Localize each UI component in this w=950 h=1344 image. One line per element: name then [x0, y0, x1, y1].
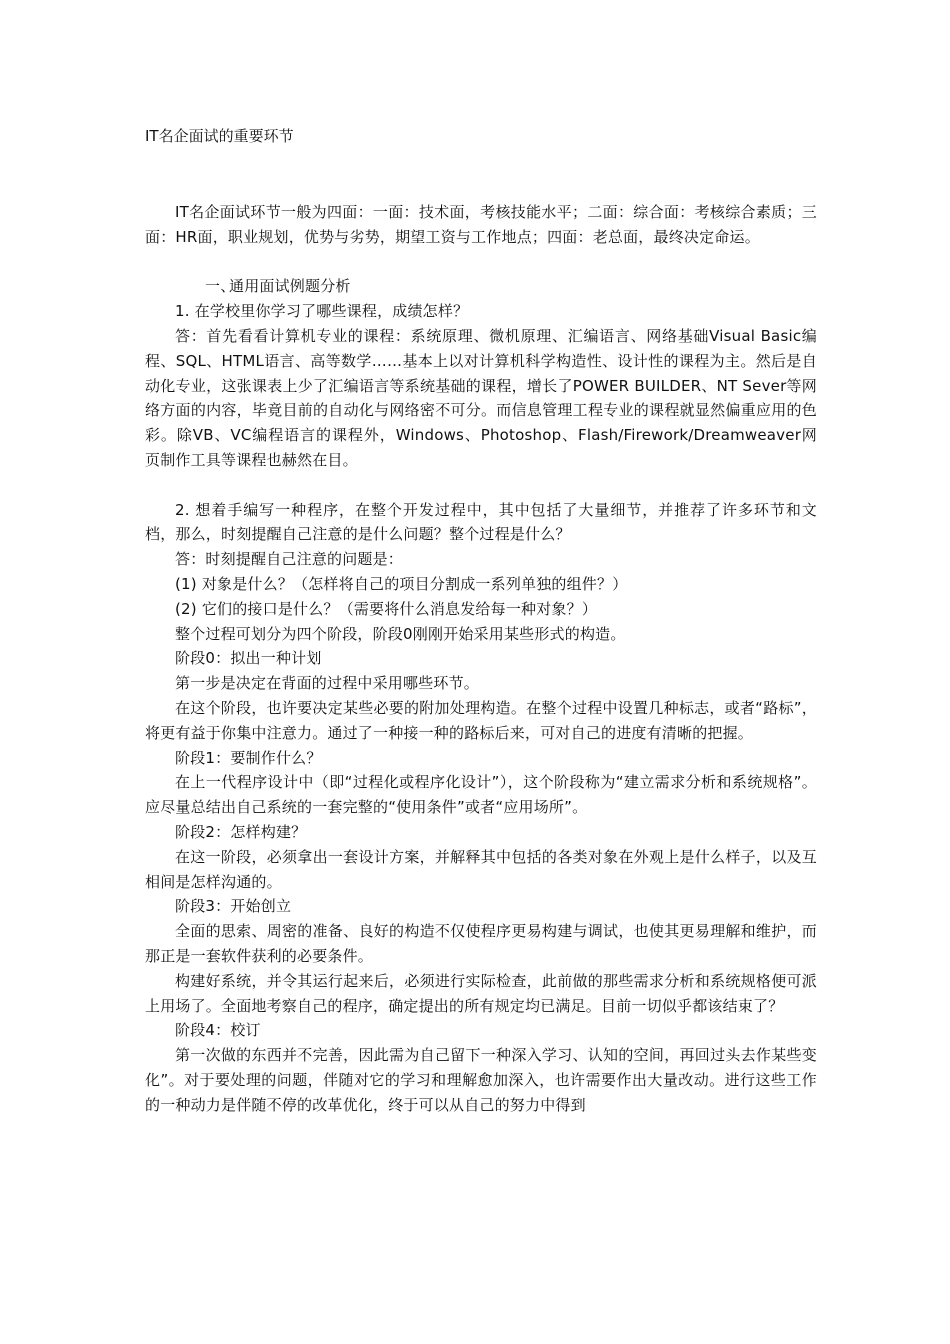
stage-0-paragraph-1: 第一步是决定在背面的过程中采用哪些环节。	[175, 674, 480, 693]
document-body	[145, 200, 817, 1117]
answer-2-point-2: (2) 它们的接口是什么？（需要将什么消息发给每一种对象？）	[175, 599, 598, 618]
stage-4-title: 阶段4：校订	[175, 1021, 261, 1040]
stage-0-paragraph-2: 在这个阶段，也许要决定某些必要的附加处理构造。在整个过程中设置几种标志，或者“路标”，将更有益于你集中注意力。通过了一种接一种的路标后来，可对自己的进度有清晰的把握。	[145, 698, 817, 742]
answer-1: 答：首先看看计算机专业的课程：系统原理、微机原理、汇编语言、网络基础Visual Basic编程、SQL、HTML语言、高等数学……基本上以对计算机科学构造性、设计性的课程为主。然后是自动化专业，这张课表上少了汇编语言等系统基础的课程，增长了POWER BUILDER、NT Sever等网络方面的内容，毕竟目前的自动化与网络密不可分。而信息管理工程专业的课程就显然偏重应用的色彩。除VB、VC编程语言的课程外，Windows、Photoshop、Flash/Firework/Dreamweaver网页制作工具等课程也赫然在目。	[145, 326, 817, 469]
stage-1-title: 阶段1：要制作什么？	[175, 748, 322, 767]
section-number: 一、	[205, 277, 236, 296]
stage-3-paragraph-2: 构建好系统，并令其运行起来后，必须进行实际检查，此前做的那些需求分析和系统规格便可派上用场了。全面地考察自己的程序，确定提出的所有规定均已满足。目前一切似乎都该结束了？	[145, 971, 817, 1015]
document-title: IT名企面试的重要环节	[145, 127, 294, 145]
section-heading	[145, 274, 817, 299]
stage-3-title: 阶段3：开始创立	[175, 897, 292, 916]
answer-2-intro: 答：时刻提醒自己注意的问题是：	[175, 550, 404, 569]
question-1: 1. 在学校里你学习了哪些课程，成绩怎样？	[175, 302, 469, 321]
stage-0-title: 阶段0：拟出一种计划	[175, 649, 322, 668]
stage-3-paragraph-1: 全面的思索、周密的准备、良好的构造不仅使程序更易构建与调试，也使其更易理解和维护，而那正是一套软件获利的必要条件。	[145, 922, 817, 965]
answer-2-overview: 整个过程可划分为四个阶段，阶段0刚刚开始采用某些形式的构造。	[175, 624, 626, 643]
stage-4-paragraph-1: 第一次做的东西并不完善，因此需为自己留下一种深入学习、认知的空间，再回过头去作某些变化”。对于要处理的问题，伴随对它的学习和理解愈加深入，也许需要作出大量改动。进行这些工作的一种动力是伴随不停的改革优化，终于可以从自己的努力中得到	[145, 1046, 817, 1114]
question-2: 2. 想着手编写一种程序，在整个开发过程中，其中包括了大量细节，并推荐了许多环节和文档，那么，时刻提醒自己注意的是什么问题？整个过程是什么？	[145, 500, 817, 544]
answer-2-point-1: (1) 对象是什么？（怎样将自己的项目分割成一系列单独的组件？）	[175, 574, 628, 593]
stage-2-title: 阶段2：怎样构建？	[175, 822, 307, 841]
stage-1-paragraph-1: 在上一代程序设计中（即“过程化或程序化设计”），这个阶段称为“建立需求分析和系统规格”。应尽量总结出自己系统的一套完整的“使用条件”或者“应用场所”。	[145, 773, 817, 817]
stage-2-paragraph-1: 在这一阶段，必须拿出一套设计方案，并解释其中包括的各类对象在外观上是什么样子，以及互相间是怎样沟通的。	[145, 847, 817, 891]
section-title: 通用面试例题分析	[229, 277, 351, 296]
intro-paragraph: IT名企面试环节一般为四面：一面：技术面，考核技能水平；二面：综合面：考核综合素质；三面：HR面，职业规划，优势与劣势，期望工资与工作地点；四面：老总面，最终决定命运。	[145, 203, 817, 246]
